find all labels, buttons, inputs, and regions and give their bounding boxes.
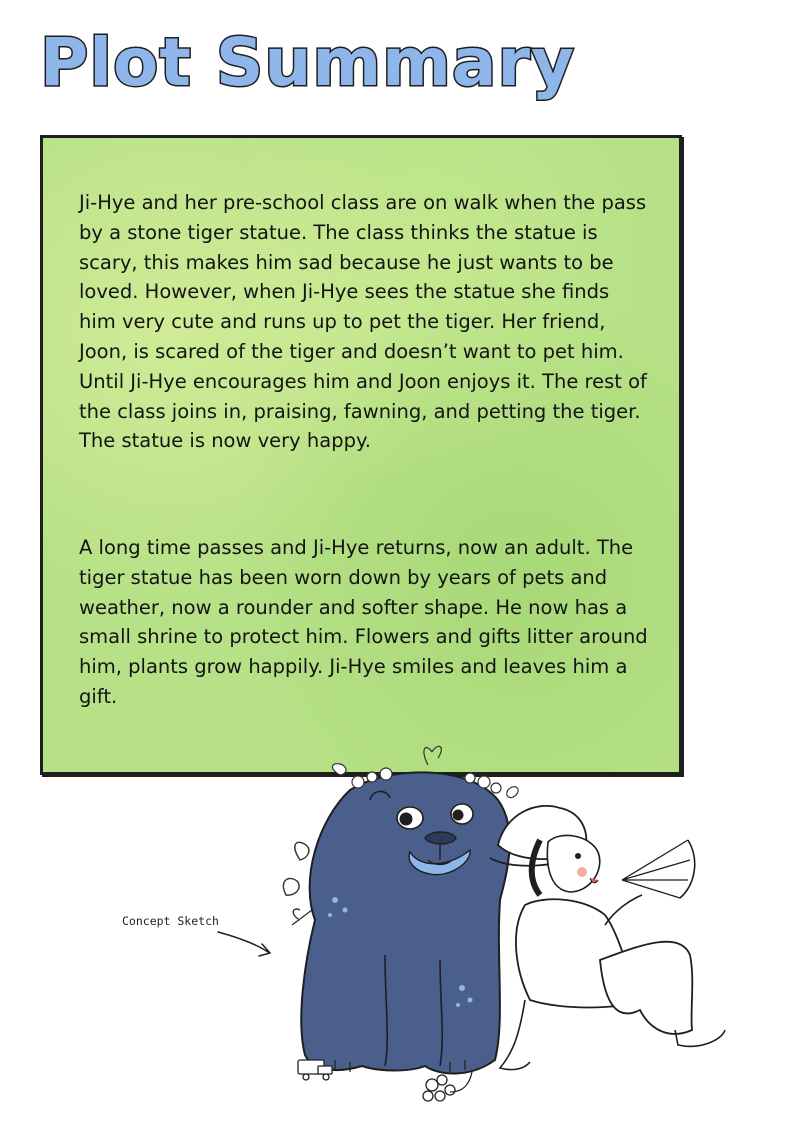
summary-paragraph-1: Ji-Hye and her pre-school class are on walk when the pass by a stone tiger statue. The class thinks the statue is scary, this makes him sad because he just wants to be loved. However, when Ji-Hye sees the statue she finds him very cute and runs up to pet the tiger. Her friend, Joon, is scared of the tiger and doesn’t want to pet him. Until Ji-Hye encourages him and Joon enjoys it. The rest of the class joins in, praising, fawning, and petting the tiger. The statue is now very happy.	[79, 191, 647, 453]
tiger-statue	[301, 772, 509, 1073]
girl-character	[490, 806, 725, 1070]
summary-paragraph-2: A long time passes and Ji-Hye returns, now an adult. The tiger statue has been worn down by years of pets and weather, now a rounder and softer shape. He now has a small shrine to protect him. Flowers and gifts litter around him, plants grow happily. Ji-Hye smiles and leaves him a gift.	[79, 536, 648, 708]
page-title: Plot Summary	[40, 24, 576, 101]
caption-arrow-icon	[218, 932, 270, 956]
concept-sketch-caption: Concept Sketch	[122, 914, 219, 928]
flower-icon	[423, 1072, 472, 1101]
leaf-sprigs-icon	[283, 842, 312, 925]
